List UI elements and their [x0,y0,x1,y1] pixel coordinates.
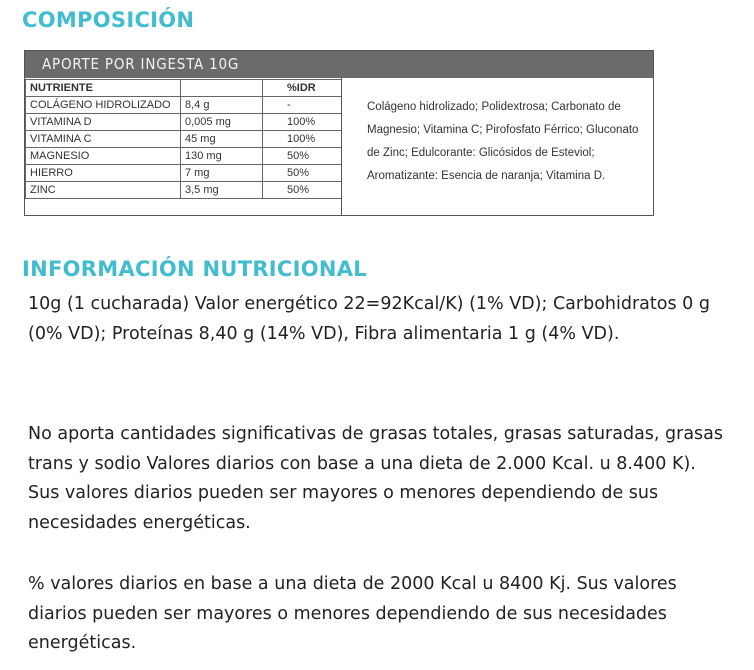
column-header-amount [181,80,263,97]
nutrient-amount: 0,005 mg [181,114,263,131]
ingredients-text: Colágeno hidrolizado; Polidextrosa; Carbonato de Magnesio; Vitamina C; Pirofosfato Férrico; Gluconato de Zinc; Edulcorante: Glicósidos de Esteviol; Aromatizante: Esencia de naranja; Vitamina D. [367,101,639,182]
column-header-idr: %IDR [263,80,342,97]
table-row [26,148,342,165]
table-header-row [26,80,342,97]
informacion-title: INFORMACIÓN NUTRICIONAL [22,257,367,281]
nutrient-amount: 8,4 g [181,97,263,114]
nutrient-name: MAGNESIO [26,148,181,165]
nutrient-idr: 100% [263,114,342,131]
table-row [26,165,342,182]
nutrient-name: COLÁGENO HIDROLIZADO [26,97,181,114]
aporte-header: APORTE POR INGESTA 10G [25,51,653,78]
nutrient-idr: 50% [263,148,342,165]
nutrient-idr: 50% [263,182,342,199]
nutrient-amount: 7 mg [181,165,263,182]
nutrient-table [25,79,342,199]
nutrient-amount: 3,5 mg [181,182,263,199]
table-row [26,97,342,114]
nutrient-idr: 100% [263,131,342,148]
table-row [26,114,342,131]
composicion-title: COMPOSICIÓN [22,8,195,32]
nutrient-name: HIERRO [26,165,181,182]
composicion-box [24,50,654,216]
nutrient-amount: 45 mg [181,131,263,148]
nutrient-idr: 50% [263,165,342,182]
composicion-body [25,78,653,215]
daily-values-paragraph: % valores diarios en base a una dieta de 2000 Kcal u 8400 Kj. Sus valores diarios pueden ser mayores o menores dependiendo de sus necesidades energéticas. [28,574,677,653]
column-divider [341,78,342,215]
nutrition-paragraph: 10g (1 cucharada) Valor energético 22=92Kcal/K) (1% VD); Carbohidratos 0 g (0% VD); Proteínas 8,40 g (14% VD), Fibra alimentaria 1 g (4% VD). [28,294,710,344]
nutrient-idr: - [263,97,342,114]
disclaimer-paragraph: No aporta cantidades significativas de grasas totales, grasas saturadas, grasas trans y sodio Valores diarios con base a una dieta de 2.000 Kcal. u 8.400 K). Sus valores diarios pueden ser mayores o menores dependiendo de sus necesidades energéticas. [28,424,724,533]
nutrient-amount: 130 mg [181,148,263,165]
nutrient-name: VITAMINA D [26,114,181,131]
nutrient-name: VITAMINA C [26,131,181,148]
table-row [26,131,342,148]
nutrient-name: ZINC [26,182,181,199]
column-header-nutriente: NUTRIENTE [26,80,181,97]
table-row [26,182,342,199]
